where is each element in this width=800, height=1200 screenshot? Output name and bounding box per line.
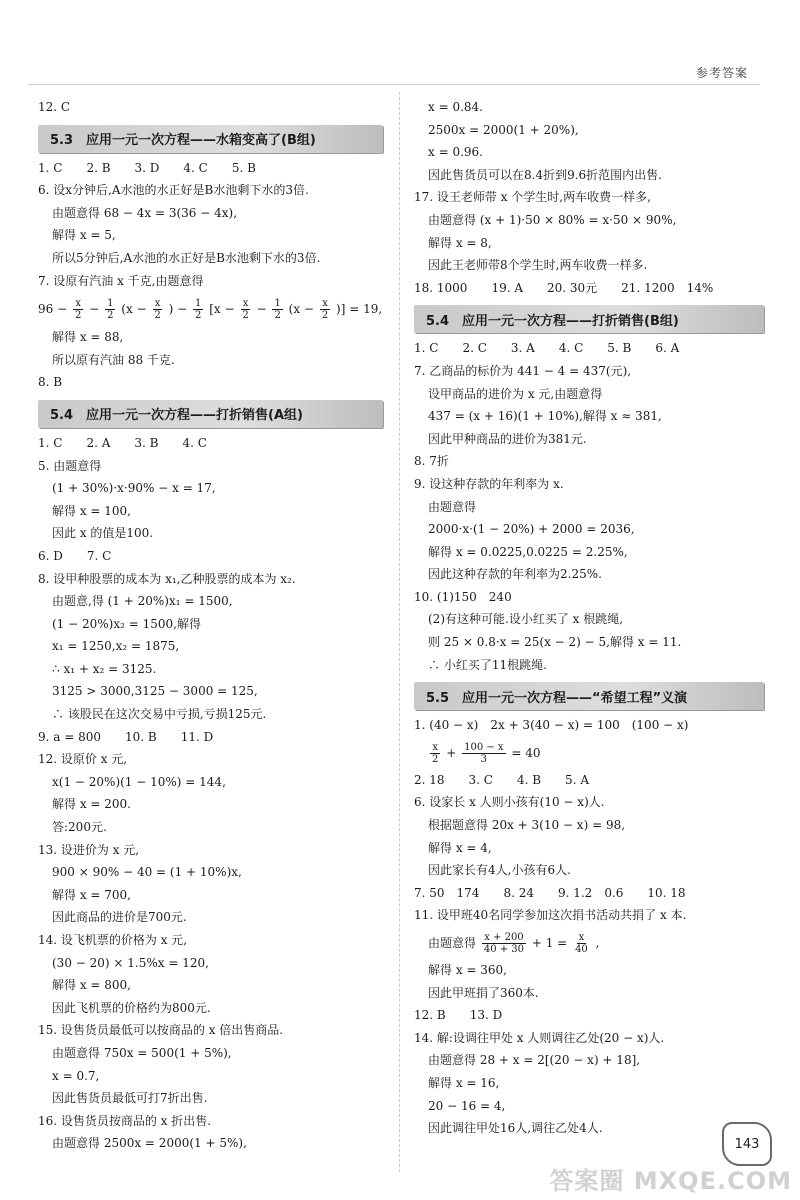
answer-line: ∴ 小红买了11根跳绳. xyxy=(428,657,547,672)
answer-line: 7. 乙商品的标价为 441 − 4 = 437(元), xyxy=(414,363,632,378)
left-column xyxy=(38,96,383,1155)
section-header-5-4-b xyxy=(414,305,764,333)
answer-line: ∴ 该股民在这次交易中亏损,亏损125元. xyxy=(52,707,267,722)
fraction-denominator: 2 xyxy=(242,310,249,322)
fraction-denominator: 3 xyxy=(480,753,488,765)
answer-line: ∴ x₁ + x₂ = 3125. xyxy=(52,661,157,676)
section-header-5-4-a xyxy=(38,400,383,428)
answer-line: (1 + 30%)·x·90% − x = 17, xyxy=(52,481,216,496)
eq-part: )] = 19, xyxy=(336,302,383,317)
eq-part: [x − xyxy=(209,302,235,317)
answer-line: 因此王老师带8个学生时,两车收费一样多. xyxy=(428,258,648,273)
answer-line: 10. (1)150 240 xyxy=(414,589,512,604)
answer-line: 由题意,得 (1 + 20%)x₁ = 1500, xyxy=(52,594,233,609)
right-column xyxy=(414,96,764,1140)
answer-line: 解得 x = 360, xyxy=(428,963,507,977)
answer-line: 由题意得 (x + 1)·50 × 80% = x·50 × 90%, xyxy=(428,212,677,227)
fraction xyxy=(105,298,115,321)
eq-part: − xyxy=(256,302,267,317)
eq-part: 96 − xyxy=(38,302,68,317)
eq-part: , xyxy=(595,936,600,950)
fraction-numerator: x xyxy=(75,298,81,310)
answer-line: x = 0.7, xyxy=(52,1068,100,1083)
answer-line: 解得 x = 800, xyxy=(52,978,131,993)
fraction-numerator: 1 xyxy=(195,298,202,310)
fraction-numerator: 1 xyxy=(274,298,281,310)
fraction xyxy=(272,298,282,321)
answer-line: 因此飞机票的价格约为800元. xyxy=(52,1000,211,1015)
header-rule xyxy=(28,84,760,85)
answer-line: 12. 设原价 x 元, xyxy=(38,752,128,767)
eq-part: (x − xyxy=(288,302,314,317)
answer-line: (1 − 20%)x₂ = 1500,解得 xyxy=(52,616,201,631)
fraction xyxy=(462,742,505,765)
fraction xyxy=(152,298,162,321)
fraction-numerator: x xyxy=(154,298,161,310)
answer-line: 因此甲班捐了360本. xyxy=(428,985,539,1000)
fraction-denominator: 2 xyxy=(74,310,82,322)
fraction-denominator: 2 xyxy=(432,753,439,765)
answer-line: 7. 设原有汽油 x 千克,由题意得 xyxy=(38,273,204,288)
answer-line: 由题意得 750x = 500(1 + 5%), xyxy=(52,1045,232,1060)
answer-line: x = 0.84. xyxy=(428,100,483,114)
answer-line: 9. a = 800 10. B 11. D xyxy=(38,729,214,744)
eq-part: 由题意得 xyxy=(428,936,477,950)
answer-line: 答:200元. xyxy=(52,820,107,835)
eq-part: + xyxy=(446,745,457,760)
fraction xyxy=(193,298,203,321)
page-number: 143 xyxy=(722,1122,772,1166)
fraction-denominator: 2 xyxy=(321,310,329,322)
fraction-numerator: x xyxy=(322,298,328,310)
answer-line: 解得 x = 0.0225,0.0225 = 2.25%, xyxy=(428,544,628,559)
section-title: 5.4 应用一元一次方程——打折销售(B组) xyxy=(426,313,679,329)
answer-line: 则 25 × 0.8·x = 25(x − 2) − 5,解得 x = 11. xyxy=(428,635,682,650)
answer-line: 17. 设王老师带 x 个学生时,两车收费一样多, xyxy=(414,190,651,205)
answer-line: 解得 x = 16, xyxy=(428,1075,500,1090)
answer-line: 3125 > 3000,3125 − 3000 = 125, xyxy=(52,684,258,699)
answer-line: 2000·x·(1 − 20%) + 2000 = 2036, xyxy=(428,522,635,537)
answer-line: 2. 18 3. C 4. B 5. A xyxy=(414,772,589,787)
watermark-logo: 答案圈 MXQE.COM xyxy=(549,1167,792,1195)
answer-line: 由题意得 xyxy=(428,499,477,514)
eq-part: − xyxy=(89,302,100,317)
answer-line: 15. 设售货员最低可以按商品的 x 倍出售商品. xyxy=(38,1023,284,1038)
answer-line: 解得 x = 8, xyxy=(428,235,492,250)
equation-line xyxy=(414,927,764,959)
answer-line: (30 − 20) × 1.5%x = 120, xyxy=(52,955,209,970)
section-header-5-5 xyxy=(414,682,764,710)
answer-line: 因此售货员最低可打7折出售. xyxy=(52,1091,208,1106)
fraction-numerator: x xyxy=(578,932,585,943)
eq-part: + 1 = xyxy=(531,936,568,950)
fraction-denominator: 2 xyxy=(274,310,281,322)
equation-line xyxy=(38,292,383,326)
answer-line: 根据题意得 20x + 3(10 − x) = 98, xyxy=(428,818,626,833)
answer-line: 2500x = 2000(1 + 20%), xyxy=(428,122,579,137)
answer-line: 因此家长有4人,小孩有6人. xyxy=(428,863,571,878)
answer-line: 设甲商品的进价为 x 元,由题意得 xyxy=(428,386,603,401)
answer-line: 由题意得 28 + x = 2[(20 − x) + 18], xyxy=(428,1053,641,1068)
answer-line: 因此甲种商品的进价为381元. xyxy=(428,431,587,446)
answer-line: 16. 设售货员按商品的 x 折出售. xyxy=(38,1113,212,1128)
answer-line: 解得 x = 88, xyxy=(52,330,124,345)
answer-line: 因此调往甲处16人,调往乙处4人. xyxy=(428,1121,603,1136)
answer-line: 8. 7折 xyxy=(414,454,449,469)
answer-line: 13. 设进价为 x 元, xyxy=(38,842,140,857)
answer-line: 1. (40 − x) 2x + 3(40 − x) = 100 (100 − x) xyxy=(414,718,689,733)
answer-line: 5. 由题意得 xyxy=(38,458,102,473)
answer-line: 20 − 16 = 4, xyxy=(428,1098,506,1113)
answer-line: 14. 解:设调往甲处 x 人则调往乙处(20 − x)人. xyxy=(414,1030,665,1045)
answer-line: 解得 x = 100, xyxy=(52,503,131,518)
answer-line: 因此 x 的值是100. xyxy=(52,526,154,541)
answer-line: x(1 − 20%)(1 − 10%) = 144, xyxy=(52,774,226,789)
answer-line: 14. 设飞机票的价格为 x 元, xyxy=(38,933,188,947)
answer-line: 8. 设甲种股票的成本为 x₁,乙种股票的成本为 x₂. xyxy=(38,571,296,586)
answer-line: 解得 x = 4, xyxy=(428,840,492,855)
answer-line: 解得 x = 700, xyxy=(52,887,131,902)
answer-line: 18. 1000 19. A 20. 30元 21. 1200 14% xyxy=(414,280,714,295)
answer-line: 解得 x = 5, xyxy=(52,228,116,243)
fraction-numerator: x xyxy=(242,298,249,310)
answer-line: 因此售货员可以在8.4折到9.6折范围内出售. xyxy=(428,167,662,182)
answer-line: 6. 设家长 x 人则小孩有(10 − x)人. xyxy=(414,795,605,810)
eq-part: = 40 xyxy=(511,745,541,760)
fraction xyxy=(573,932,590,955)
answer-line: 因此商品的进价是700元. xyxy=(52,910,187,925)
answer-line: 1. C 2. C 3. A 4. C 5. B 6. A xyxy=(414,341,680,356)
answer-line: 7. 50 174 8. 24 9. 1.2 0.6 10. 18 xyxy=(414,885,686,900)
fraction xyxy=(240,298,250,321)
answer-line: 12. B 13. D xyxy=(414,1008,503,1023)
fraction xyxy=(482,932,526,955)
answer-line: 12. C xyxy=(38,100,71,114)
column-divider xyxy=(399,92,400,1172)
answer-line: 所以5分钟后,A水池的水正好是B水池剩下水的3倍. xyxy=(52,250,321,265)
answer-line: 437 = (x + 16)(1 + 10%),解得 x ≈ 381, xyxy=(428,409,662,424)
answer-line: 8. B xyxy=(38,375,63,390)
equation-line xyxy=(414,737,764,769)
section-title: 5.4 应用一元一次方程——打折销售(A组) xyxy=(50,408,303,424)
fraction-denominator: 2 xyxy=(107,310,114,322)
answer-line: x₁ = 1250,x₂ = 1875, xyxy=(52,639,180,654)
answer-line: 所以原有汽油 88 千克. xyxy=(52,352,175,367)
eq-part: ) − xyxy=(168,302,188,317)
answer-line: 6. D 7. C xyxy=(38,548,112,563)
fraction-denominator: 40 + 30 xyxy=(483,944,525,955)
fraction xyxy=(320,298,330,321)
fraction-numerator: 100 − x xyxy=(464,741,504,753)
fraction xyxy=(73,298,83,321)
answer-line: x = 0.96. xyxy=(428,145,483,160)
section-header-5-3-b xyxy=(38,125,383,153)
eq-part: (x − xyxy=(121,302,147,317)
answer-line: 9. 设这种存款的年利率为 x. xyxy=(414,476,564,491)
fraction-numerator: x + 200 xyxy=(484,932,524,943)
fraction xyxy=(430,742,440,765)
answer-line: 由题意得 68 − 4x = 3(36 − 4x), xyxy=(52,205,238,220)
answer-line: 因此这种存款的年利率为2.25%. xyxy=(428,567,602,582)
fraction-denominator: 40 xyxy=(575,944,588,955)
fraction-numerator: x xyxy=(432,741,438,753)
answer-line: 1. C 2. B 3. D 4. C 5. B xyxy=(38,160,256,175)
answer-line: (2)有这种可能.设小红买了 x 根跳绳, xyxy=(428,612,624,627)
answer-line: 解得 x = 200. xyxy=(52,797,131,812)
section-title: 5.5 应用一元一次方程——“希望工程”义演 xyxy=(426,690,688,706)
answer-line: 900 × 90% − 40 = (1 + 10%)x, xyxy=(52,865,242,880)
section-title: 5.3 应用一元一次方程——水箱变高了(B组) xyxy=(50,133,316,149)
fraction-numerator: 1 xyxy=(107,298,114,310)
answer-line: 6. 设x分钟后,A水池的水正好是B水池剩下水的3倍. xyxy=(38,183,309,198)
answer-line: 由题意得 2500x = 2000(1 + 5%), xyxy=(52,1136,247,1151)
fraction-denominator: 2 xyxy=(195,310,202,322)
header-label: 参考答案 xyxy=(695,66,748,80)
fraction-denominator: 2 xyxy=(154,310,161,322)
answer-line: 11. 设甲班40名同学参加这次捐书活动共捐了 x 本. xyxy=(414,908,687,923)
answer-line: 1. C 2. A 3. B 4. C xyxy=(38,435,207,450)
